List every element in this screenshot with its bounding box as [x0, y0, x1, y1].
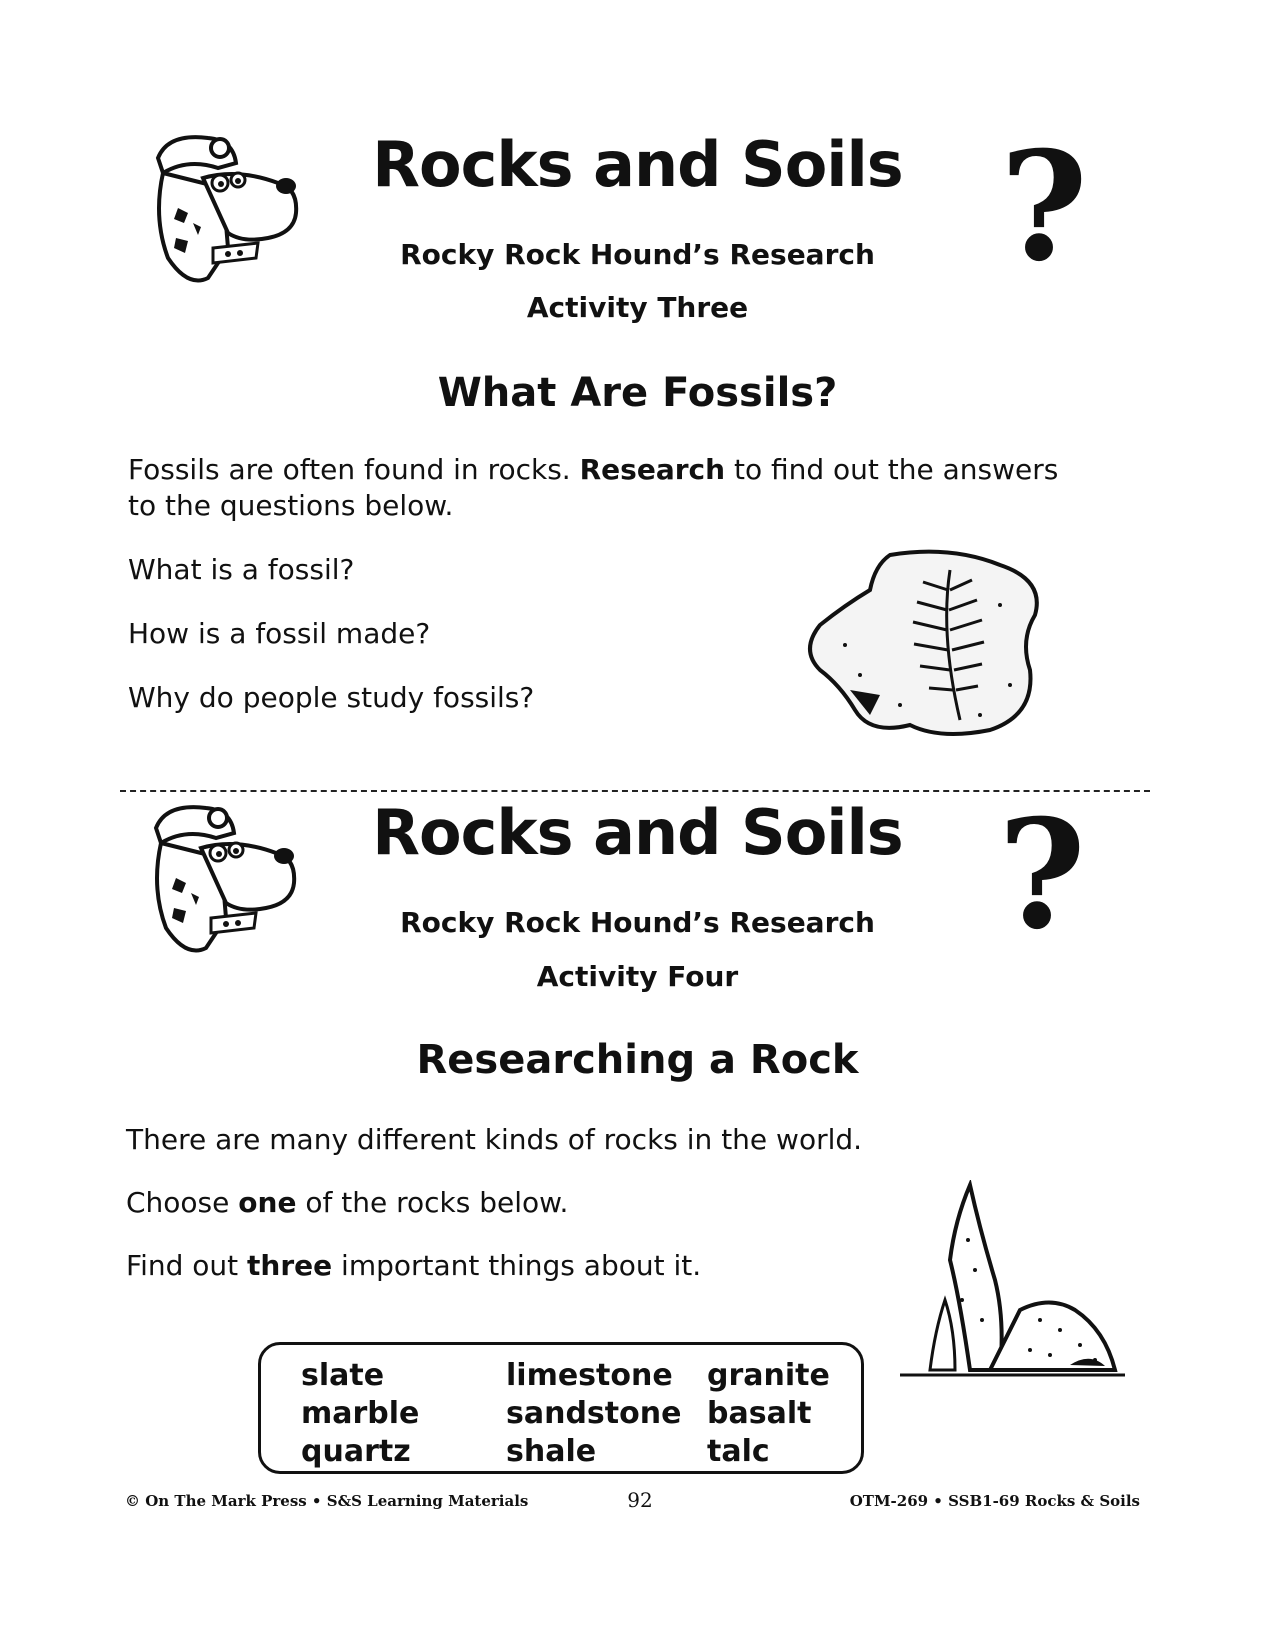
activity3-intro: Fossils are often found in rocks. Research to find out the answers to the questions below. [128, 453, 1059, 522]
rock-name: marble [301, 1396, 420, 1431]
rock-name: talc [707, 1434, 770, 1469]
fossil-question-3: Why do people study fossils? [128, 681, 535, 714]
rock-name: basalt [707, 1396, 812, 1431]
activity4-subtitle: Rocky Rock Hound’s Research [400, 906, 875, 939]
rock-choices-box [258, 1342, 864, 1474]
activity4-line2: Choose one of the rocks below. [126, 1186, 569, 1219]
activity3-title: Rocks and Soils [372, 128, 903, 201]
page-number: 92 [627, 1488, 653, 1512]
activity4-line3: Find out three important things about it. [126, 1249, 702, 1282]
fern-fossil-icon [800, 545, 1055, 745]
activity4-label: Activity Four [536, 960, 739, 993]
activity4-title: Rocks and Soils [372, 796, 903, 869]
rock-name: sandstone [506, 1396, 682, 1431]
rock-name: shale [506, 1434, 597, 1469]
footer-product-code: OTM-269 • SSB1-69 Rocks & Soils [849, 1492, 1140, 1510]
activity3-heading: What Are Fossils? [437, 370, 838, 416]
rock-name: granite [707, 1358, 830, 1393]
rock-column-2 [506, 1357, 681, 1471]
fossil-question-2: How is a fossil made? [128, 617, 431, 650]
rock-name: slate [301, 1358, 385, 1393]
rock-name: limestone [506, 1358, 673, 1393]
fossil-question-1: What is a fossil? [128, 553, 355, 586]
question-mark-icon: ? [998, 787, 1086, 963]
activity4-heading: Researching a Rock [416, 1037, 859, 1083]
rock-column-1 [301, 1357, 419, 1471]
question-mark-icon: ? [1000, 119, 1088, 295]
activity3-label: Activity Three [526, 291, 749, 324]
rock-name: quartz [301, 1434, 411, 1469]
rock-formation-icon [900, 1180, 1125, 1380]
footer-publisher: © On The Mark Press • S&S Learning Materials [125, 1492, 529, 1510]
activity3-subtitle: Rocky Rock Hound’s Research [400, 238, 875, 271]
cut-line-divider [120, 790, 1150, 792]
rock-column-3 [707, 1357, 830, 1471]
activity4-line1: There are many different kinds of rocks in the world. [126, 1123, 863, 1156]
